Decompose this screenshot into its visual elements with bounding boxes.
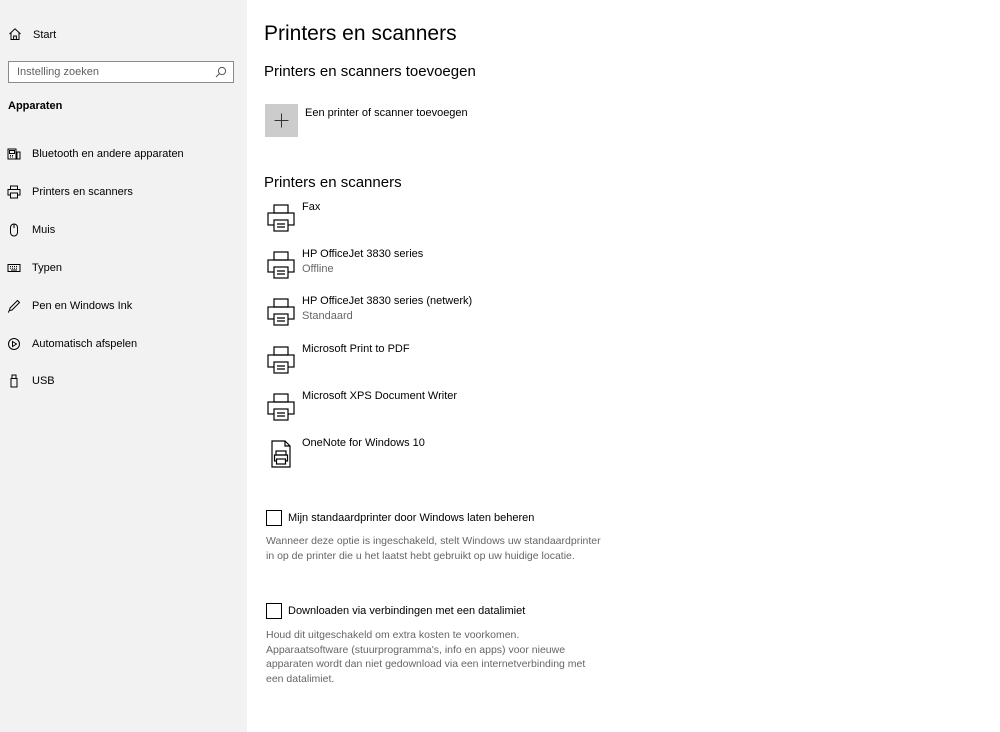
printer-status: Offline [302,263,334,275]
main-content [247,0,1000,732]
printer-item-onenote[interactable] [264,435,644,479]
sidebar-item-pen[interactable] [0,291,247,321]
sidebar-item-mouse[interactable] [0,215,247,245]
printer-name: OneNote for Windows 10 [302,437,425,449]
plus-icon [274,113,289,128]
sidebar-item-label: Bluetooth en andere apparaten [32,148,184,160]
sidebar-item-label: Muis [32,224,56,236]
mouse-icon [7,223,21,237]
printer-item-print-to-pdf[interactable] [264,341,644,385]
printers-list-heading: Printers en scanners [264,174,402,191]
page-title: Printers en scanners [264,22,457,45]
printer-name: HP OfficeJet 3830 series (netwerk) [302,295,473,307]
section-label: Apparaten [8,100,63,112]
sidebar-item-label: Printers en scanners [32,186,133,198]
add-printer-button[interactable] [265,104,298,137]
sidebar-item-bluetooth[interactable] [0,139,247,169]
usb-icon [7,374,21,388]
option-label: Downloaden via verbindingen met een datalimiet [288,605,526,617]
printer-item-fax[interactable] [264,199,644,243]
document-printer-icon [266,439,296,469]
keyboard-icon [7,261,21,275]
printer-icon [266,203,296,233]
option-label: Mijn standaardprinter door Windows laten beheren [288,512,535,524]
sidebar-item-autoplay[interactable] [0,329,247,359]
option-description [266,534,626,563]
search-input[interactable] [9,62,209,82]
printer-icon [266,345,296,375]
autoplay-icon [7,337,21,351]
description-line: een datalimiet. [266,672,335,685]
add-printer-label[interactable]: Een printer of scanner toevoegen [305,107,468,119]
printer-name: Microsoft Print to PDF [302,343,410,355]
pen-icon [7,299,21,313]
home-icon [8,27,22,41]
printer-name: Fax [302,201,321,213]
printer-item-hp-officejet[interactable] [264,246,644,290]
option-description [266,628,626,686]
metered-connection-download-option[interactable] [266,602,626,622]
search-box[interactable] [8,61,234,83]
sidebar-item-label: USB [32,375,55,387]
printer-icon [266,297,296,327]
sidebar-item-label: Pen en Windows Ink [32,300,133,312]
printer-item-xps-writer[interactable] [264,388,644,432]
description-line: Apparaatsoftware (stuurprogramma's, info en apps) voor nieuwe [266,643,566,656]
description-line: apparaten wordt dan niet gedownload via een internetverbinding met [266,658,586,670]
home-label: Start [33,29,57,41]
printer-icon [266,250,296,280]
sidebar-home-link[interactable] [0,22,247,48]
printer-icon [7,185,21,199]
printer-status: Standaard [302,310,353,322]
printer-name: HP OfficeJet 3830 series [302,248,424,260]
printer-name: Microsoft XPS Document Writer [302,390,458,402]
add-section-heading: Printers en scanners toevoegen [264,63,476,80]
description-line: Houd dit uitgeschakeld om extra kosten te voorkomen. [266,629,520,641]
let-windows-manage-default-printer-option[interactable] [266,509,626,529]
metered-connection-checkbox[interactable] [266,603,282,619]
search-icon[interactable] [215,66,227,78]
printer-item-hp-officejet-network[interactable] [264,293,644,337]
bluetooth-devices-icon [7,147,21,161]
description-line: Wanneer deze optie is ingeschakeld, stelt Windows uw standaardprinter [266,535,601,547]
sidebar-item-label: Automatisch afspelen [32,338,138,350]
description-line: in op de printer die u het laatst hebt gebruikt op uw huidige locatie. [266,549,575,562]
printer-icon [266,392,296,422]
sidebar-item-label: Typen [32,262,62,274]
let-windows-manage-default-checkbox[interactable] [266,510,282,526]
sidebar-item-typing[interactable] [0,253,247,283]
sidebar-item-printers[interactable] [0,177,247,207]
sidebar [0,0,247,732]
sidebar-item-usb[interactable] [0,366,247,396]
